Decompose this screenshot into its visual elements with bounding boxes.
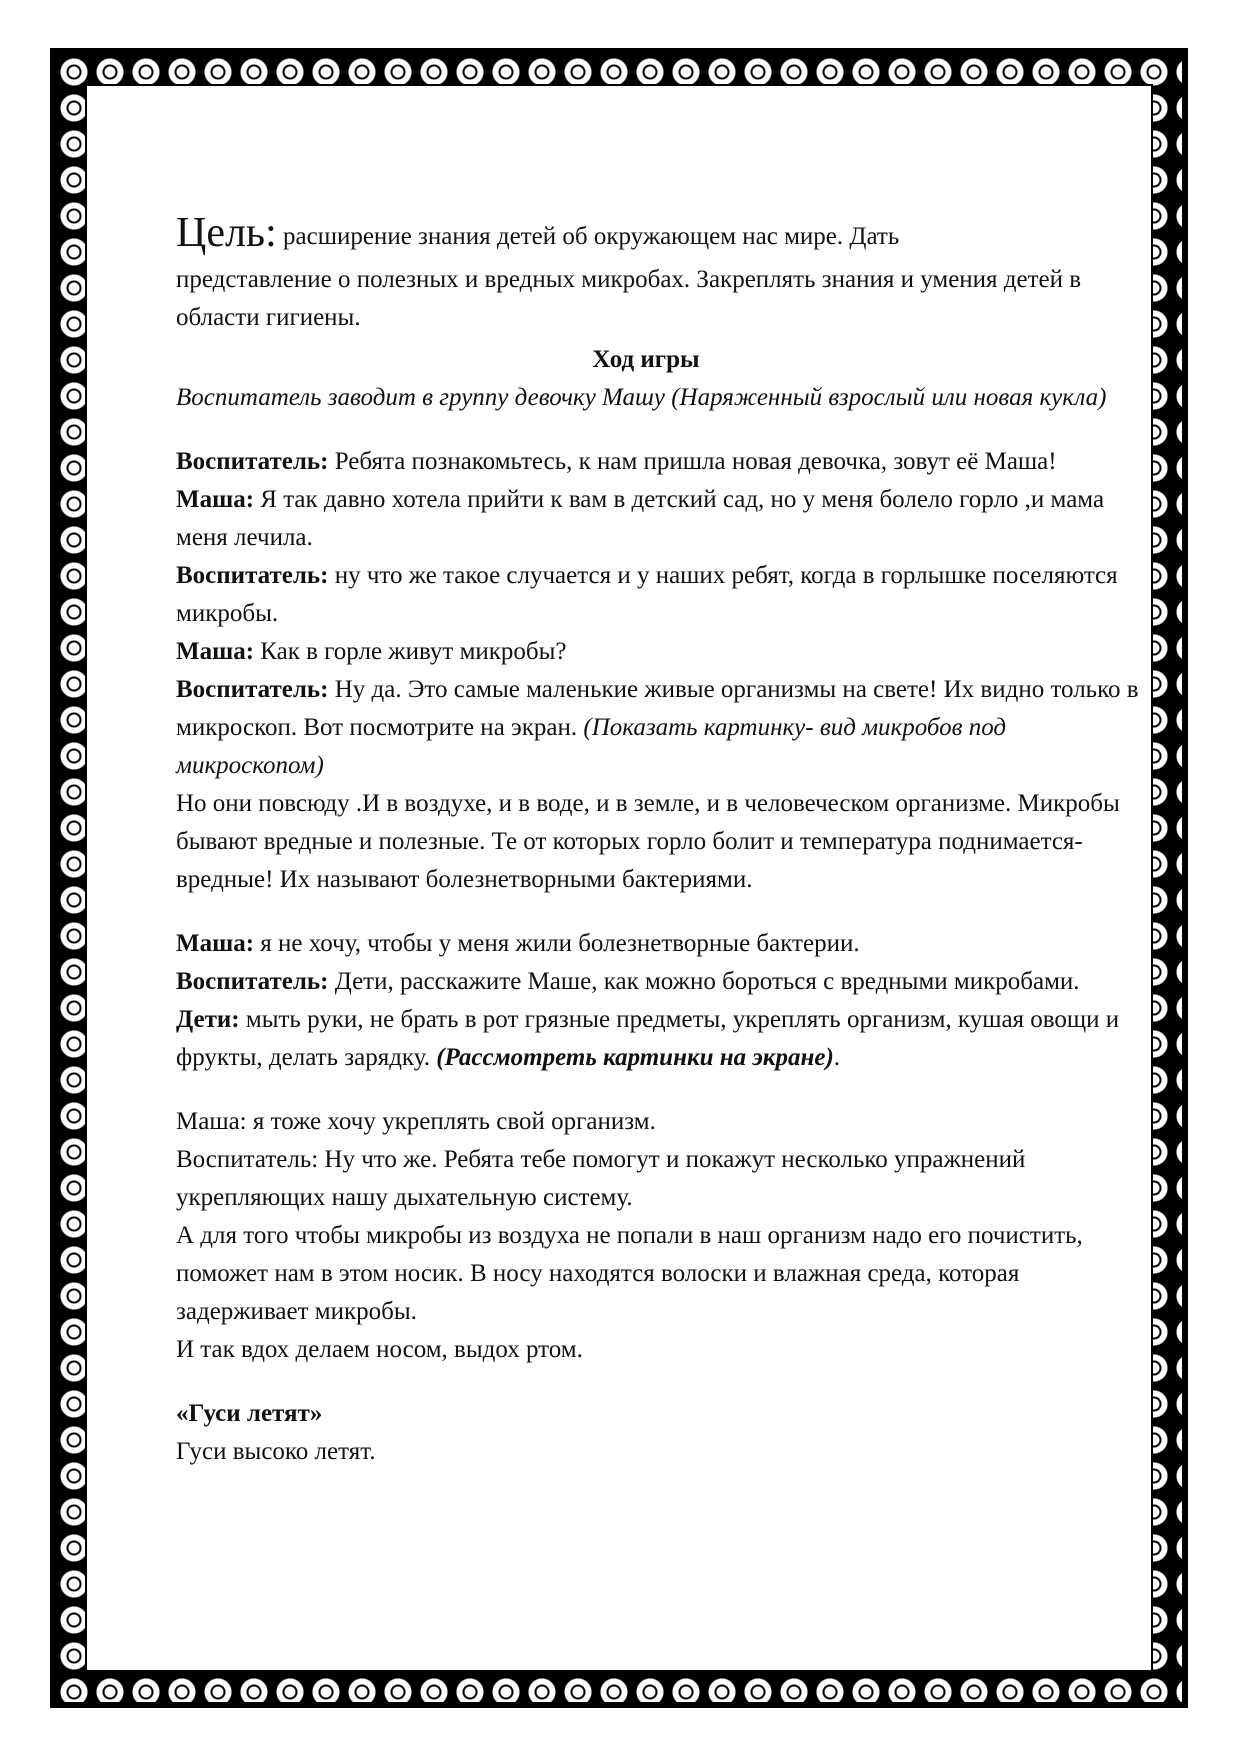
- goal-text-1: расширение знания детей об окружающем нас мире. Дать: [276, 223, 900, 250]
- dialogue-line: [176, 925, 1146, 963]
- line-text: ну что же такое случается и у наших ребят, когда в горлышке поселяются микробы.: [176, 562, 1118, 627]
- section-heading: Ход игры: [592, 346, 700, 373]
- speaker-label: Воспитатель:: [176, 562, 329, 589]
- dialogue-line: [176, 443, 1146, 481]
- goal-paragraph: [176, 208, 1146, 261]
- goal-label: Цель:: [176, 210, 277, 256]
- speaker-label: Маша:: [176, 638, 255, 665]
- stage-note: (Рассмотреть картинки на экране): [436, 1044, 834, 1071]
- line-text: Как в горле живут микробы?: [254, 638, 567, 665]
- line-end: .: [833, 1044, 841, 1071]
- dialogue-block-3: [176, 1103, 1146, 1369]
- game-line: Гуси высоко летят.: [176, 1438, 376, 1465]
- line-text: Ну да. Это самые маленькие живые организмы на свете! Их видно только в микроскоп. Вот посмотрите на экран.: [176, 676, 1139, 741]
- plain-line: Воспитатель: Ну что же. Ребята тебе помогут и покажут несколько упражнений укрепляющих нашу дыхательную систему.: [176, 1146, 1026, 1211]
- intro-note: Воспитатель заводит в группу девочку Машу (Наряженный взрослый или новая кукла): [176, 384, 1107, 411]
- dialogue-line: [176, 633, 1146, 671]
- line-text: Я так давно хотела прийти к вам в детский сад, но у меня болело горло ,и мама меня лечила.: [176, 486, 1105, 551]
- speaker-label: Воспитатель:: [176, 968, 329, 995]
- dialogue-block-1: [176, 443, 1146, 899]
- dialogue-line: [176, 671, 1146, 785]
- speaker-label: Маша:: [176, 930, 255, 957]
- speaker-label: Маша:: [176, 486, 255, 513]
- game-title-text: «Гуси летят»: [176, 1400, 323, 1427]
- dialogue-line: [176, 963, 1146, 1001]
- line-text: я не хочу, чтобы у меня жили болезнетворные бактерии.: [254, 930, 860, 957]
- dialogue-block-2: [176, 925, 1146, 1077]
- game-title: [176, 1395, 1146, 1433]
- stage-note: (Показать картинку- вид микробов под микроскопом): [176, 714, 1007, 779]
- plain-line: И так вдох делаем носом, выдох ртом.: [176, 1336, 583, 1363]
- line-text: Ребята познакомьтесь, к нам пришла новая девочка, зовут её Маша!: [328, 448, 1057, 475]
- game-block: [176, 1395, 1146, 1471]
- plain-line: А для того чтобы микробы из воздуха не попали в наш организм надо его почистить, поможет нам в этом носик. В носу находятся волоски и влажная среда, которая задерживает микробы.: [176, 1222, 1083, 1325]
- speaker-label: Воспитатель:: [176, 448, 329, 475]
- line-text: мыть руки, не брать в рот грязные предметы, укреплять организм, кушая овощи и фрукты, делать зарядку.: [176, 1006, 1120, 1071]
- dialogue-continuation: Но они повсюду .И в воздухе, и в воде, и в земле, и в человеческом организме. Микробы бывают вредные и полезные. Те от которых горло болит и температура поднимается- вредные! Их называют болезнетворными бактериями.: [176, 790, 1120, 893]
- speaker-label: Дети:: [176, 1006, 240, 1033]
- dialogue-line: [176, 1001, 1146, 1077]
- speaker-label: Воспитатель:: [176, 676, 329, 703]
- goal-text-2: представление о полезных и вредных микробах. Закреплять знания и умения детей в области гигиены.: [176, 266, 1082, 331]
- plain-line: Маша: я тоже хочу укреплять свой организм.: [176, 1108, 656, 1135]
- document-body: [176, 208, 1146, 1471]
- line-text: Дети, расскажите Маше, как можно бороться с вредными микробами.: [328, 968, 1080, 995]
- dialogue-line: [176, 557, 1146, 633]
- dialogue-line: [176, 481, 1146, 557]
